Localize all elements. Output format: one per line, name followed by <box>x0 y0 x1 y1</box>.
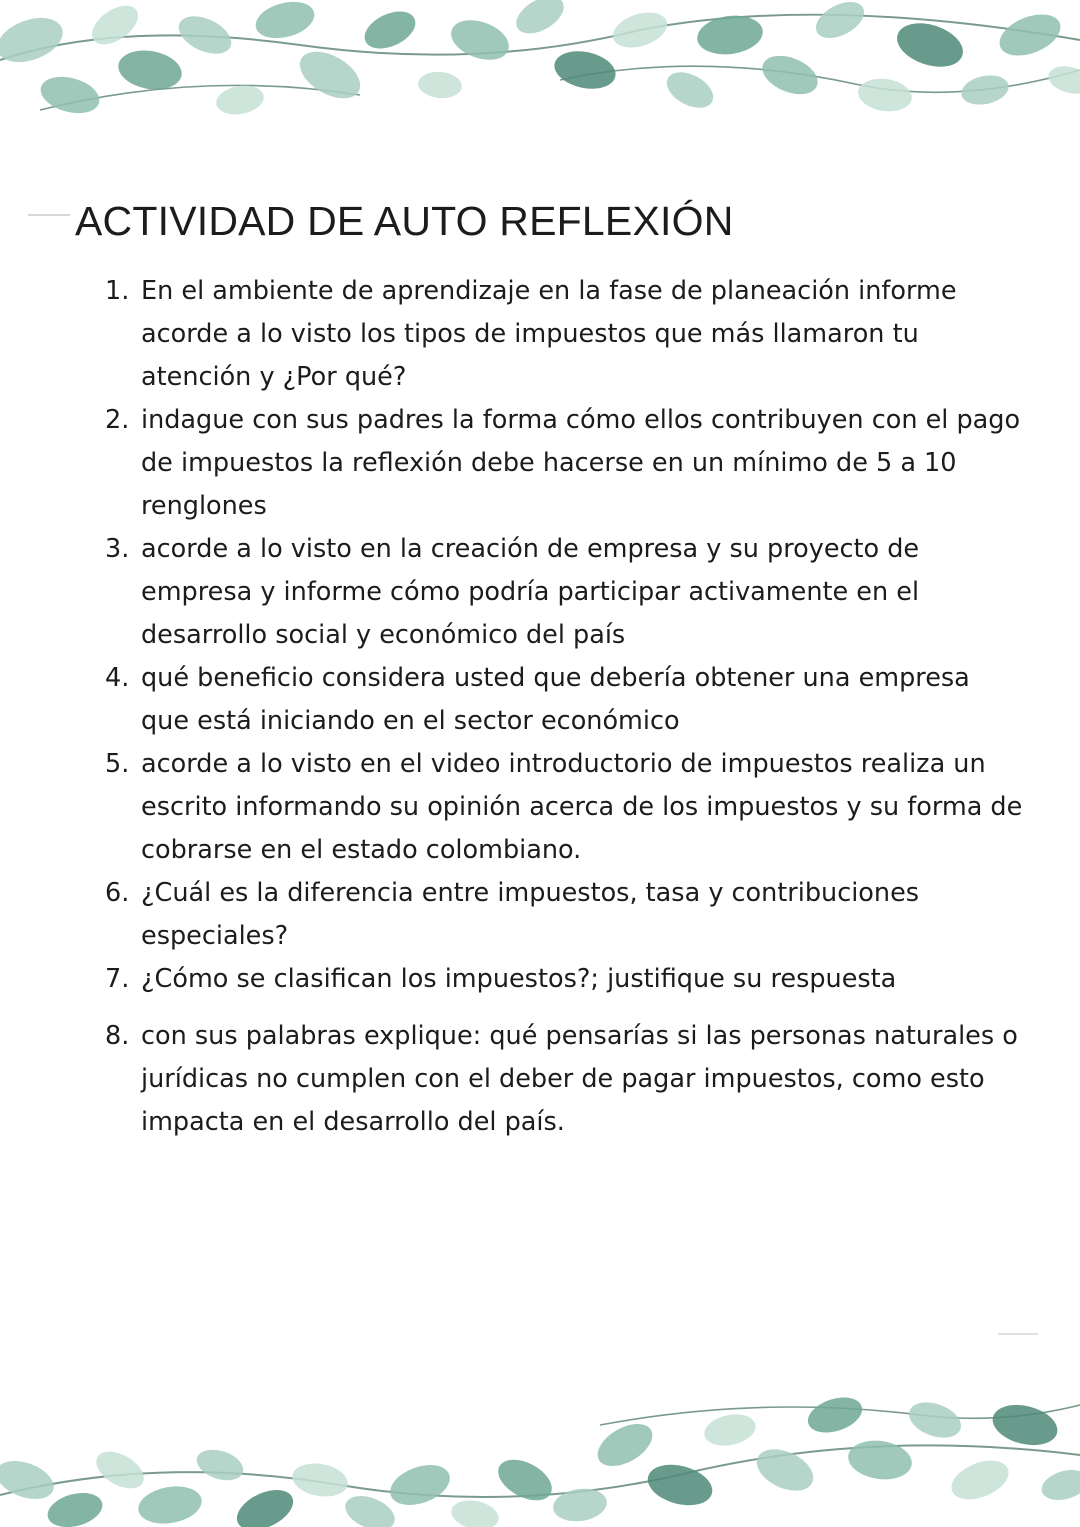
list-item <box>105 872 1025 958</box>
side-dash-mark <box>998 1333 1038 1335</box>
question-list <box>105 270 1025 1144</box>
item-text: En el ambiente de aprendizaje en la fase de planeación informe acorde a lo visto los tipos de impuestos que más llamaron tu atención y ¿Por qué? <box>141 276 957 392</box>
item-number: 1. <box>105 276 130 306</box>
item-text: con sus palabras explique: qué pensarías si las personas naturales o jurídicas no cumplen con el deber de pagar impuestos, como esto impacta en el desarrollo del país. <box>141 1021 1018 1137</box>
item-number: 3. <box>105 534 130 564</box>
list-item <box>105 270 1025 399</box>
item-number: 4. <box>105 663 130 693</box>
item-text: ¿Cómo se clasifican los impuestos?; justifique su respuesta <box>141 964 897 994</box>
item-text: indague con sus padres la forma cómo ellos contribuyen con el pago de impuestos la reflexión debe hacerse en un mínimo de 5 a 10 renglones <box>141 405 1021 521</box>
list-item <box>105 657 1025 743</box>
item-text: acorde a lo visto en la creación de empresa y su proyecto de empresa y informe cómo podría participar activamente en el desarrollo social y económico del país <box>141 534 920 650</box>
item-number: 6. <box>105 878 130 908</box>
item-text: qué beneficio considera usted que debería obtener una empresa que está iniciando en el sector económico <box>141 663 970 736</box>
item-number: 5. <box>105 749 130 779</box>
list-item <box>105 399 1025 528</box>
title-dash-mark <box>28 214 70 216</box>
top-leaf-border <box>0 0 1080 160</box>
bottom-leaf-border <box>0 1385 1080 1527</box>
item-text: ¿Cuál es la diferencia entre impuestos, tasa y contribuciones especiales? <box>141 878 920 951</box>
item-number: 8. <box>105 1021 130 1051</box>
list-item <box>105 743 1025 872</box>
list-item <box>105 1015 1025 1144</box>
eucalyptus-leaves-icon <box>0 0 1080 119</box>
eucalyptus-leaves-icon <box>0 1391 1080 1527</box>
list-item <box>105 528 1025 657</box>
page-title: ACTIVIDAD DE AUTO REFLEXIÓN <box>75 198 734 244</box>
item-number: 2. <box>105 405 130 435</box>
item-text: acorde a lo visto en el video introductorio de impuestos realiza un escrito informando su opinión acerca de los impuestos y su forma de cobrarse en el estado colombiano. <box>141 749 1023 865</box>
item-number: 7. <box>105 964 130 994</box>
list-item <box>105 958 1025 1001</box>
